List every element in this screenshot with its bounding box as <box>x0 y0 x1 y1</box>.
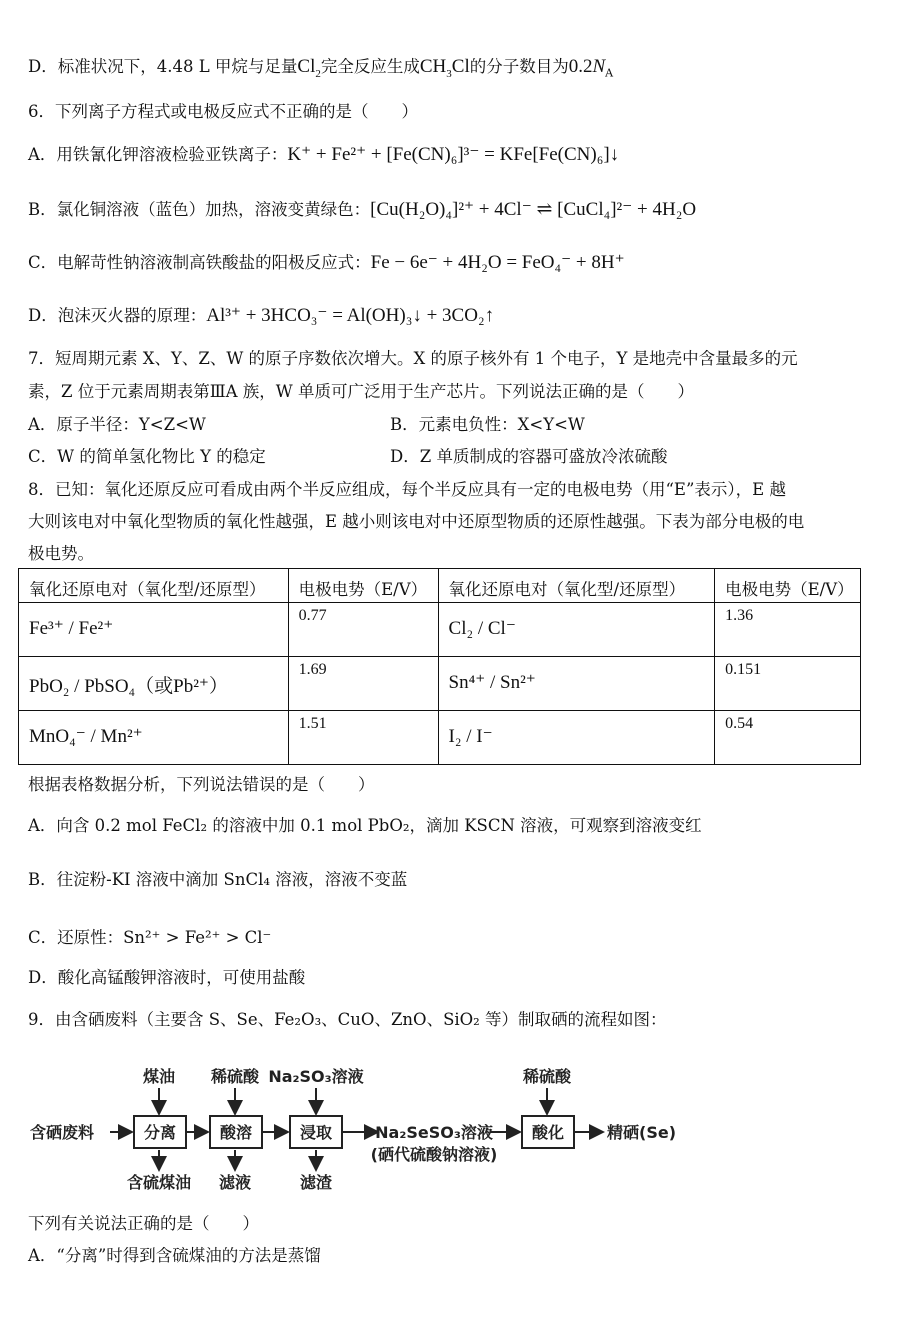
flow-box-label: 酸化 <box>531 1123 565 1142</box>
q6-option-a: A．用铁氰化钾溶液检验亚铁离子：K⁺ + Fe²⁺ + [Fe(CN)₆]³⁻ = KFe[Fe(CN)₆]↓ <box>28 144 620 165</box>
q8-stem-line3: 极电势。 <box>28 544 94 563</box>
cl2-formula: Cl <box>297 56 316 77</box>
q6-option-d: D．泡沫灭火器的原理：Al³⁺ + 3HCO₃⁻ = Al(OH)₃↓ + 3CO₂↑ <box>28 305 495 326</box>
table-header-cell: 氧化还原电对（氧化型/还原型） <box>438 569 715 603</box>
q6-d-equation: Al³⁺ + 3HCO₃⁻ = Al(OH)₃↓ + 3CO₂↑ <box>206 305 495 326</box>
table-cell: 0.151 <box>715 657 861 711</box>
q8-option-b: B．往淀粉-KI 溶液中滴加 SnCl₄ 溶液，溶液不变蓝 <box>28 870 408 889</box>
q8-option-c: C．还原性：Sn²⁺ > Fe²⁺ > Cl⁻ <box>28 928 272 947</box>
table-header-cell: 氧化还原电对（氧化型/还原型） <box>19 569 289 603</box>
table-cell: Cl₂ / Cl⁻ <box>438 603 715 657</box>
flow-output-label: 精硒(Se) <box>607 1123 677 1142</box>
table-cell: Sn⁴⁺ / Sn²⁺ <box>438 657 715 711</box>
q6-stem: 6．下列离子方程式或电极反应式不正确的是（ ） <box>28 102 418 121</box>
q9-ask: 下列有关说法正确的是（ ） <box>28 1214 259 1233</box>
q8-after-table: 根据表格数据分析，下列说法错误的是（ ） <box>28 775 375 794</box>
flow-box-label: 酸溶 <box>219 1123 253 1142</box>
table-row <box>19 603 861 657</box>
q8-option-d: D．酸化高锰酸钾溶液时，可使用盐酸 <box>28 968 306 987</box>
flow-top-label: 稀硫酸 <box>522 1067 572 1086</box>
electrode-potential-table <box>18 568 861 765</box>
q7-stem-line1: 7．短周期元素 X、Y、Z、W 的原子序数依次增大。X 的原子核外有 1 个电子，Y 是地壳中含量最多的元 <box>28 349 798 368</box>
table-cell: MnO₄⁻ / Mn²⁺ <box>19 711 289 765</box>
q8-option-a: A．向含 0.2 mol FeCl₂ 的溶液中加 0.1 mol PbO₂，滴加 KSCN 溶液，可观察到溶液变红 <box>28 816 702 835</box>
table-cell: PbO₂ / PbSO₄（或Pb²⁺） <box>19 657 289 711</box>
table-header-row <box>19 569 861 603</box>
table-cell: Fe³⁺ / Fe²⁺ <box>19 603 289 657</box>
table-header-cell: 电极电势（E/V） <box>288 569 438 603</box>
table-cell: 0.77 <box>288 603 438 657</box>
q7-option-c: C．W 的简单氢化物比 Y 的稳定 <box>28 447 266 466</box>
q6-b-equation: [Cu(H₂O)₄]²⁺ + 4Cl⁻ ⇌ [CuCl₄]²⁻ + 4H₂O <box>370 199 697 220</box>
q8-stem-line1: 8．已知：氧化还原反应可看成由两个半反应组成，每个半反应具有一定的电极电势（用“E”表示），E 越 <box>28 480 786 499</box>
table-cell: 1.69 <box>288 657 438 711</box>
q5-option-d: D．标准状况下，4.48 L 甲烷与足量$Cl_2$完全反应生成$CH_3Cl$的分子数目为$0.2N_A$ <box>28 56 614 80</box>
table-cell: I₂ / I⁻ <box>438 711 715 765</box>
q7-option-b: B．元素电负性：X<Y<W <box>390 415 585 434</box>
table-cell: 0.54 <box>715 711 861 765</box>
q6-option-b: B．氯化铜溶液（蓝色）加热，溶液变黄绿色：[Cu(H₂O)₄]²⁺ + 4Cl⁻ ⇌ [CuCl₄]²⁻ + 4H₂O <box>28 199 697 220</box>
flow-box-label: 浸取 <box>299 1123 333 1142</box>
q7-option-a: A．原子半径：Y<Z<W <box>28 415 206 434</box>
selenium-process-flowchart <box>0 1060 900 1200</box>
q6-a-equation: K⁺ + Fe²⁺ + [Fe(CN)₆]³⁻ = KFe[Fe(CN)₆]↓ <box>287 144 620 165</box>
flow-top-label: 煤油 <box>142 1067 176 1086</box>
flow-bottom-label: 滤渣 <box>299 1173 333 1192</box>
flow-middle-note: (硒代硫酸钠溶液) <box>370 1145 498 1164</box>
table-cell: 1.51 <box>288 711 438 765</box>
flow-top-label: Na₂SO₃溶液 <box>268 1067 364 1086</box>
q9-option-a: A．“分离”时得到含硫煤油的方法是蒸馏 <box>28 1246 321 1265</box>
q7-option-d: D．Z 单质制成的容器可盛放冷浓硫酸 <box>390 447 668 466</box>
table-row <box>19 657 861 711</box>
q8-stem-line2: 大则该电对中氧化型物质的氧化性越强，E 越小则该电对中还原型物质的还原性越强。下表为部分电极的电 <box>28 512 805 531</box>
q6-c-equation: Fe − 6e⁻ + 4H₂O = FeO₄⁻ + 8H⁺ <box>370 252 625 273</box>
flow-bottom-label: 含硫煤油 <box>126 1173 192 1192</box>
flow-bottom-label: 滤液 <box>218 1173 252 1192</box>
q6-option-c: C．电解苛性钠溶液制高铁酸盐的阳极反应式：Fe − 6e⁻ + 4H₂O = FeO₄⁻ + 8H⁺ <box>28 252 625 273</box>
flow-box-label: 分离 <box>143 1123 177 1142</box>
flow-input-label: 含硒废料 <box>30 1123 95 1142</box>
flow-middle-label: Na₂SeSO₃溶液 <box>375 1123 493 1142</box>
flow-top-label: 稀硫酸 <box>210 1067 260 1086</box>
table-cell: 1.36 <box>715 603 861 657</box>
q7-stem-line2: 素，Z 位于元素周期表第ⅢA 族，W 单质可广泛用于生产芯片。下列说法正确的是（ ） <box>28 382 694 401</box>
table-header-cell: 电极电势（E/V） <box>715 569 861 603</box>
table-row <box>19 711 861 765</box>
q9-stem: 9．由含硒废料（主要含 S、Se、Fe₂O₃、CuO、ZnO、SiO₂ 等）制取硒的流程如图： <box>28 1010 667 1029</box>
